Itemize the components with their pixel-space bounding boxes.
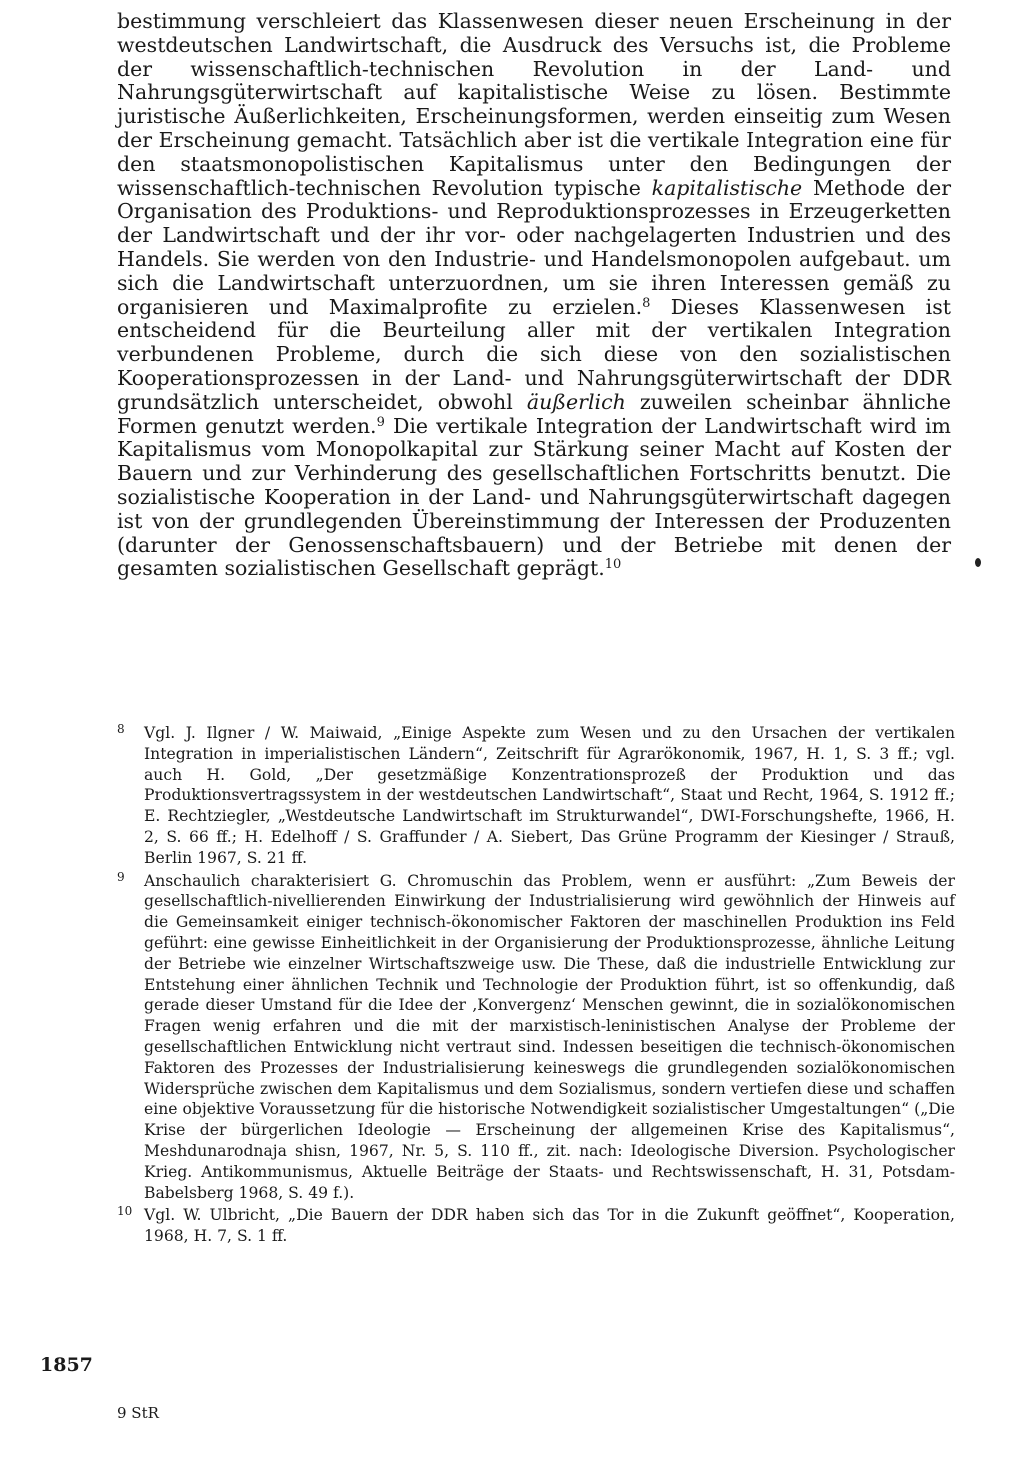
body-text-run: Methode der Organisation des Produktions- und Reproduktionsprozesses in Erzeugerketten der Landwirtschaft und der ihr vor- oder nachgelagerten Industrien und des Handels. Sie werden von den Industrie- und Handelsmonopolen aufgebaut. um sich die Landwirtschaft unterzuordnen, um sie ihren Interessen gemäß zu organisieren und Maximalprofite zu erzielen.: [117, 175, 952, 319]
body-text: [117, 10, 951, 581]
footnote-ref-9[interactable]: 9: [376, 414, 385, 430]
body-text-run: Die vertikale Integration der Landwirtschaft wird im Kapitalismus vom Monopolkapital zur Stärkung seiner Macht auf Kosten der Bauern und zur Verhinderung des gesellschaftlichen Fortschritts benutzt. Die sozialistische Kooperation in der Land- und Nahrungsgüterwirtschaft dagegen ist von der grundlegenden Übereinstimmung der Interessen der Produzenten (darunter der Genossenschaftsbauern) und der Betriebe mit denen der gesamten sozialistischen Gesellschaft geprägt.: [117, 413, 951, 581]
footnotes-section: [117, 723, 955, 1249]
footnote-ref-8[interactable]: 8: [642, 295, 651, 311]
emphasis-ausserlich: äußerlich: [526, 389, 626, 414]
body-text-run: Dieses Klassenwesen ist entscheidend für die Beurteilung aller mit der vertikalen Integration verbundenen Probleme, durch die sich diese von den sozialistischen Kooperationsprozessen in der Land- und Nahrungsgüterwirtschaft der DDR grundsätzlich unterscheidet, obwohl: [117, 294, 951, 414]
footnote-text: Anschaulich charakterisiert G. Chromuschin das Problem, wenn er ausführt: „Zum Beweis der gesellschaftlich-nivellierenden Einwirkung der Industrialisierung wird gewöhnlich der Hinweis auf die Gemeinsamkeit einiger technisch-ökonomischer Faktoren der maschinellen Produktion ins Feld geführt: eine gewisse Einheitlichkeit in der Organisierung der Produktionsprozesse, ähnliche Leitung der Betriebe wie einzelner Wirtschaftszweige usw. Die These, daß die industrielle Entwicklung zur Entstehung einer ähnlichen Technik und Technologie der Produktion führt, ist so offenkundig, daß gerade dieser Umstand für die Idee der ‚Konvergenz‘ Menschen gewinnt, die in sozialökonomischen Fragen wenig erfahren und die mit der marxistisch-leninistischen Analyse der Probleme der gesellschaftlichen Entwicklung nicht vertraut sind. Indessen beseitigen die technisch-ökonomischen Faktoren des Prozesses der Industrialisierung keineswegs die grundlegenden sozialökonomischen Widersprüche zwischen dem Kapitalismus und dem Sozialismus, sondern vertiefen diese und schaffen eine objektive Voraussetzung für die historische Notwendigkeit sozialistischer Umgestaltungen“ („Die Krise der bürgerlichen Ideologie — Erscheinung der allgemeinen Krise des Kapitalismus“, Meshdunarodnaja shisn, 1967, Nr. 5, S. 110 ff., zit. nach: Ideologische Diversion. Psychologischer Krieg. Antikommunismus, Aktuelle Beiträge der Staats- und Rechtswissenschaft, H. 31, Potsdam-Babelsberg 1968, S. 49 f.).: [144, 871, 955, 1202]
page-number: 1857: [40, 1354, 93, 1376]
printer-signature: 9 StR: [117, 1404, 159, 1422]
footnote-8: [117, 723, 955, 869]
footnote-number: 9: [117, 869, 125, 884]
body-text-run: zuweilen scheinbar ähnliche Formen genutzt werden.: [117, 389, 951, 438]
body-text-run: bestimmung verschleiert das Klassenwesen dieser neuen Erscheinung in der westdeutschen Landwirtschaft, die Ausdruck des Versuchs ist, die Probleme der wissenschaftlich-technischen Revolution in der Land- und Nahrungsgüterwirtschaft auf kapitalistische Weise zu lösen. Bestimmte juristische Äußerlichkeiten, Erscheinungsformen, werden einseitig zum Wesen der Erscheinung gemacht. Tatsächlich aber ist die vertikale Integration eine für den staatsmonopolistischen Kapitalismus unter den Bedingungen der wissenschaftlich-technischen Revolution typische: [117, 9, 951, 200]
footnote-number: 8: [117, 722, 125, 736]
footnote-number: 10: [117, 1204, 133, 1219]
margin-mark: [975, 558, 981, 567]
footnote-10: [117, 1205, 955, 1247]
footnote-ref-10[interactable]: 10: [604, 557, 622, 573]
emphasis-kapitalistische: kapitalistische: [651, 175, 803, 200]
footnote-9: [117, 871, 955, 1204]
body-paragraph: [117, 10, 951, 581]
footnote-text: Vgl. J. Ilgner / W. Maiwaid, „Einige Aspekte zum Wesen und zu den Ursachen der vertikalen Integration in imperialistischen Ländern“, Zeitschrift für Agrarökonomik, 1967, H. 1, S. 3 ff.; vgl. auch H. Gold, „Der gesetzmäßige Konzentrationsprozeß der Produktion und das Produktionsvertragssystem in der westdeutschen Landwirtschaft“, Staat und Recht, 1964, S. 1912 ff.; E. Rechtziegler, „Westdeutsche Landwirtschaft im Strukturwandel“, DWI-Forschungshefte, 1966, H. 2, S. 66 ff.; H. Edelhoff / S. Graffunder / A. Siebert, Das Grüne Programm der Kiesinger / Strauß, Berlin 1967, S. 21 ff.: [144, 724, 955, 867]
footnote-text: Vgl. W. Ulbricht, „Die Bauern der DDR haben sich das Tor in die Zukunft geöffnet“, Kooperation, 1968, H. 7, S. 1 ff.: [144, 1206, 955, 1246]
